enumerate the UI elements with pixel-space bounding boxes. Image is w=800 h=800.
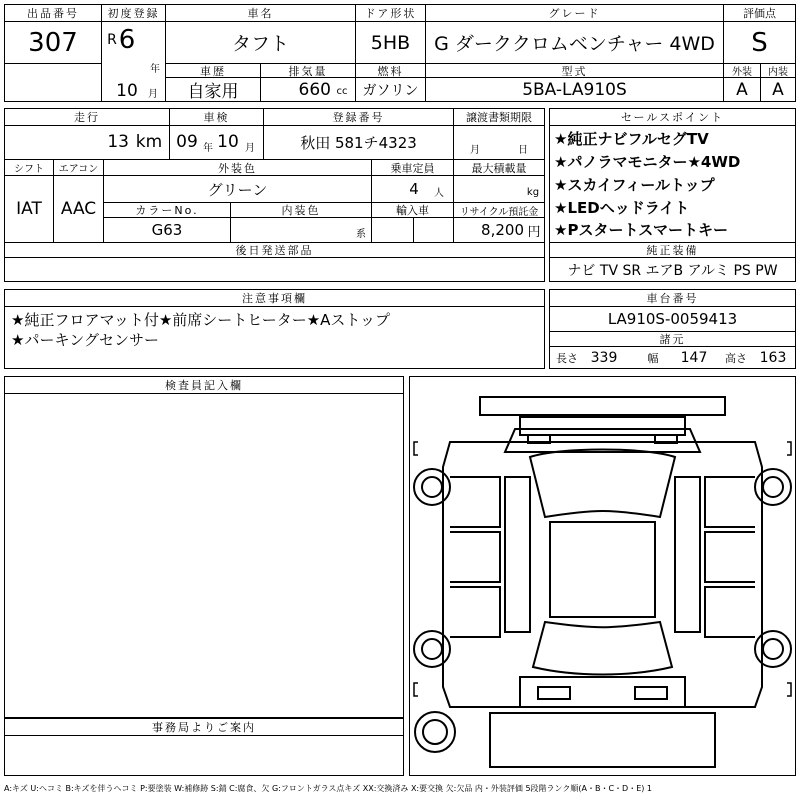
ext-color-value: グリーン <box>207 180 268 199</box>
fuel-value: ガソリン <box>362 82 419 99</box>
first-reg-era: R <box>107 32 117 48</box>
transfer-docs-day-unit: 日 <box>518 144 528 155</box>
inspection-month-unit: 月 <box>245 142 255 153</box>
first-reg-year-unit: 年 <box>150 63 160 74</box>
spec-width-label: 幅 <box>647 352 659 365</box>
inspection-year-unit: 年 <box>203 142 213 153</box>
office-box <box>4 718 404 776</box>
history-value: 自家用 <box>187 82 239 101</box>
later-parts-label: 後日発送部品 <box>5 243 544 257</box>
mileage-unit: km <box>135 132 163 152</box>
car-name-label: 車名 <box>166 5 355 21</box>
lot-number: 307 <box>28 27 78 58</box>
equipment-label: 純正装備 <box>550 243 795 257</box>
sales-point-item: ★純正ナビフルセグTV <box>554 130 709 148</box>
spec-height-value: 163 <box>759 350 787 366</box>
grade-value: G ダーククロムベンチャー 4WD <box>434 33 715 55</box>
reg-number-label: 登録番号 <box>264 109 453 125</box>
model-value: 5BA-LA910S <box>522 79 627 100</box>
inspector-box <box>4 376 404 718</box>
interior-grade-value: A <box>772 79 784 100</box>
inspection-year: 09 <box>176 132 198 152</box>
inspection-label: 車検 <box>170 109 263 125</box>
score-label: 評価点 <box>724 5 795 21</box>
first-reg-month-unit: 月 <box>148 88 158 99</box>
notes-box <box>4 289 545 369</box>
score-value: S <box>751 27 768 58</box>
door-type: 5HB <box>370 31 411 54</box>
first-reg-year: 6 <box>118 25 136 55</box>
ext-color-label: 外装色 <box>104 160 371 175</box>
spec-length-label: 長さ <box>556 352 578 365</box>
capacity-unit: 人 <box>434 187 444 199</box>
sales-point-item: ★スカイフィールトップ <box>554 176 715 194</box>
history-label: 車歴 <box>166 64 260 77</box>
first-reg-month: 10 <box>116 81 138 101</box>
capacity-label: 乗車定員 <box>372 160 453 175</box>
sales-point-item: ★Pスタートスマートキー <box>554 221 728 239</box>
chassis-number: LA910S-0059413 <box>607 310 738 328</box>
spec-width-value: 147 <box>680 350 708 366</box>
sales-points-box <box>549 108 796 282</box>
exterior-grade-label: 外装 <box>732 67 752 77</box>
transfer-docs-month-unit: 月 <box>470 144 480 155</box>
fuel-label: 燃料 <box>356 64 425 77</box>
specs-label: 諸元 <box>550 332 795 346</box>
lot-label: 出品番号 <box>5 5 101 21</box>
spec-height-label: 高さ <box>725 352 747 365</box>
details-box <box>4 108 545 282</box>
shift-value: IAT <box>16 199 42 219</box>
transfer-docs-label: 譲渡書類期限 <box>454 109 544 125</box>
door-label: ドア形状 <box>356 5 425 21</box>
chassis-box <box>549 289 796 369</box>
car-name: タフト <box>231 33 289 55</box>
legend-text: A:キズ U:ヘコミ B:キズを伴うヘコミ P:要塗装 W:補修跡 S:錆 C:腐食、欠 G:フロントガラス点キズ XX:交換済み X:要交換 欠:欠品 内・外装評価 5段階ランク順(A・B・C・D・E) 1 <box>4 783 653 793</box>
color-no-label: カラーNo. <box>104 203 230 217</box>
vehicle-info-box <box>4 4 796 102</box>
max-load-label: 最大積載量 <box>454 160 544 175</box>
first-reg-label: 初度登録 <box>102 5 165 21</box>
recycle-label: リサイクル預託金 <box>459 206 539 217</box>
displacement-label: 排気量 <box>261 64 355 77</box>
capacity-value: 4 <box>409 180 419 198</box>
model-label: 型式 <box>426 64 723 77</box>
mileage-label: 走行 <box>5 109 169 125</box>
interior-grade-label: 内装 <box>768 67 788 77</box>
reg-number-value: 秋田 581チ4323 <box>300 134 417 152</box>
car-diagram-svg <box>410 377 795 775</box>
sales-points-label: セールスポイント <box>550 109 795 125</box>
displacement-value: 660 <box>298 79 331 100</box>
spec-length-value: 339 <box>590 350 618 366</box>
recycle-value: 8,200 <box>481 221 524 239</box>
shift-label: シフト <box>14 164 44 175</box>
recycle-unit: 円 <box>527 224 541 240</box>
inspector-label: 検査員記入欄 <box>5 377 403 393</box>
int-color-unit: 系 <box>356 228 366 239</box>
sales-point-item: ★LEDヘッドライト <box>554 199 690 217</box>
notes-label: 注意事項欄 <box>5 290 544 306</box>
color-no-value: G63 <box>151 221 183 239</box>
notes-line: ★パーキングセンサー <box>11 330 159 349</box>
sales-point-item: ★パノラマモニター★4WD <box>554 153 741 171</box>
int-color-label: 内装色 <box>231 203 371 217</box>
inspection-month: 10 <box>217 132 239 152</box>
car-diagram <box>409 376 796 776</box>
mileage-value: 13 <box>107 132 129 152</box>
displacement-unit: cc <box>336 85 348 97</box>
exterior-grade-value: A <box>736 79 748 100</box>
notes-line: ★純正フロアマット付★前席シートヒーター★Aストップ <box>11 310 390 329</box>
office-label: 事務局よりご案内 <box>5 719 403 735</box>
aircon-label: エアコン <box>58 164 99 175</box>
aircon-value: AAC <box>60 199 97 219</box>
chassis-label: 車台番号 <box>550 290 795 306</box>
max-load-unit: kg <box>526 186 540 198</box>
grade-label: グレード <box>426 5 723 21</box>
equipment-value: ナビ TV SR エアB アルミ PS PW <box>567 263 778 279</box>
import-label: 輸入車 <box>372 203 453 217</box>
